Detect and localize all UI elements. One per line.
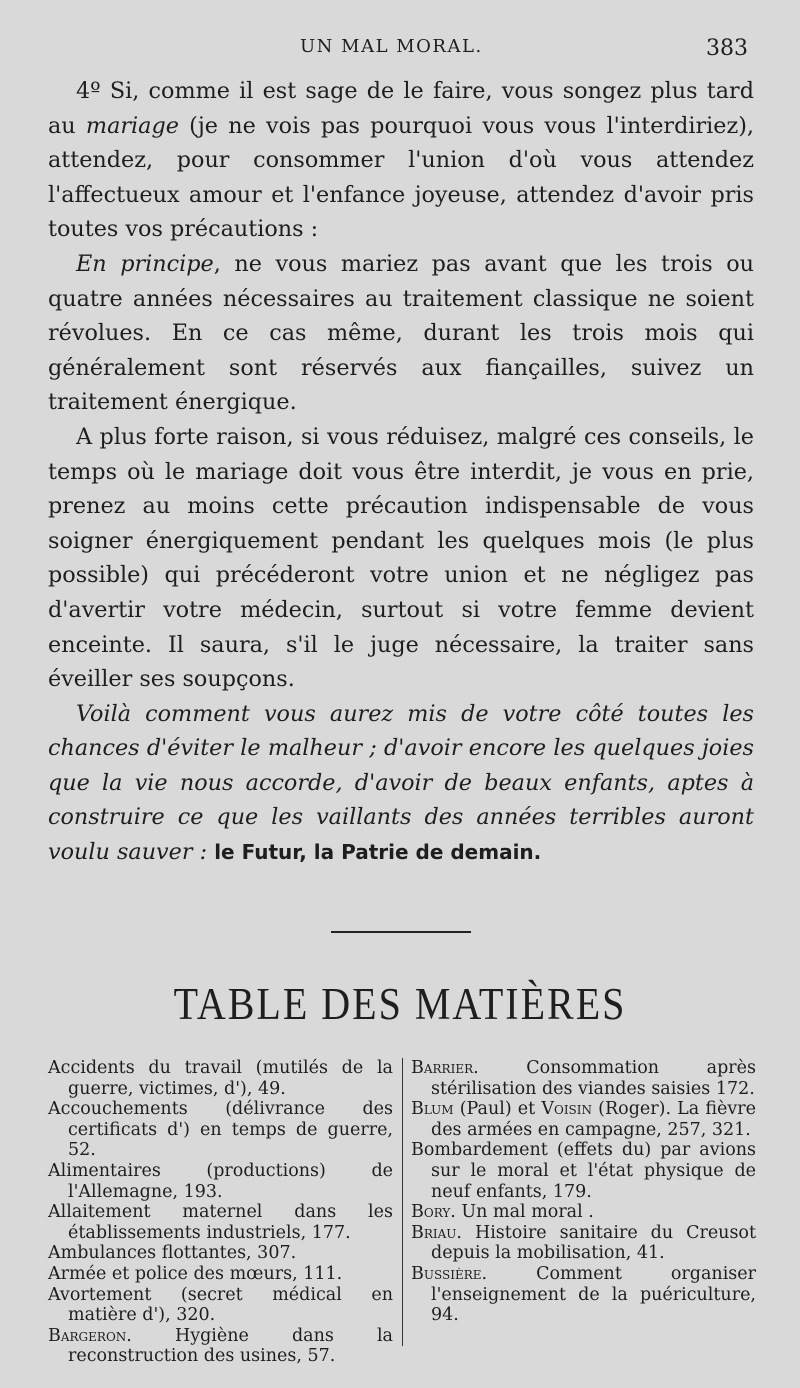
toc-entry: Bombardement (effets du) par avions sur le moral et l'état physique de neuf enfants, 179. xyxy=(411,1140,756,1202)
toc-column-left xyxy=(48,1058,393,1367)
toc-entry: Bussière. Comment organiser l'enseignement de la puériculture, 94. xyxy=(411,1263,756,1326)
toc-entry: Accidents du travail (mutilés de la guerre, victimes, d'), 49. xyxy=(48,1058,393,1099)
section-divider xyxy=(331,931,471,933)
running-head xyxy=(0,36,800,66)
column-divider xyxy=(402,1058,403,1346)
toc-entry: Bory. Un mal moral . xyxy=(411,1202,594,1223)
body-text xyxy=(48,74,754,870)
toc-title: TABLE DES MATIÈRES xyxy=(173,977,627,1030)
paragraph-2: En principe, ne vous mariez pas avant que les trois ou quatre années nécessaires au traitement classique ne soient révolues. En ce cas même, durant les trois mois qui généralement sont réservés aux fiançailles, suivez un traitement énergique. xyxy=(48,250,754,416)
toc-entry: Accouchements (délivrance des certificats d') en temps de guerre, 52. xyxy=(48,1099,393,1161)
emphasis-conclusion: le Futur, la Patrie de demain. xyxy=(214,840,542,865)
toc-column-right xyxy=(411,1058,756,1326)
paragraph-3: A plus forte raison, si vous réduisez, malgré ces conseils, le temps où le mariage doit vous être interdit, je vous en prie, prenez au moins cette précaution indispensable de vous soigner énergiquement pendant les quelques mois (le plus possible) qui précéderont votre union et ne négligez pas d'avertir votre médecin, surtout si votre femme devient enceinte. Il saura, s'il le juge nécessaire, la traiter sans éveiller ses soupçons. xyxy=(48,423,754,693)
toc-entry: Briau. Histoire sanitaire du Creusot depuis la mobilisation, 41. xyxy=(411,1222,756,1264)
toc-entry: Blum (Paul) et Voisin (Roger). La fièvre des armées en campagne, 257, 321. xyxy=(411,1099,756,1140)
toc-entry: Armée et police des mœurs, 111. xyxy=(48,1263,343,1284)
page-number: 383 xyxy=(706,36,748,61)
table-of-contents xyxy=(48,1058,756,1367)
toc-entry: Alimentaires (productions) de l'Allemagne, 193. xyxy=(48,1160,393,1202)
toc-entry: Barrier. Consommation après stérilisation des viandes saisies 172. xyxy=(411,1058,756,1099)
toc-entry: Avortement (secret médical en matière d'), 320. xyxy=(48,1284,393,1326)
toc-entry: Bargeron. Hygiène dans la reconstruction des usines, 57. xyxy=(48,1325,393,1367)
toc-entry: Allaitement maternel dans les établissements industriels, 177. xyxy=(48,1202,393,1243)
running-title: UN MAL MORAL. xyxy=(300,36,483,57)
paragraph-1: 4º Si, comme il est sage de le faire, vous songez plus tard au mariage (je ne vois pas pourquoi vous vous l'interdiriez), attendez, pour consommer l'union d'où vous attendez l'affectueux amour et l'enfance joyeuse, attendez d'avoir pris toutes vos précautions : xyxy=(48,78,754,243)
paragraph-4: Voilà comment vous aurez mis de votre côté toutes les chances d'éviter le malheur ; d'avoir encore les quelques joies que la vie nous accorde, d'avoir de beaux enfants, aptes à construire ce que les vaillants des années terribles auront voulu sauver : le Futur, la Patrie de demain. xyxy=(48,700,754,866)
toc-entry: Ambulances flottantes, 307. xyxy=(48,1243,297,1264)
